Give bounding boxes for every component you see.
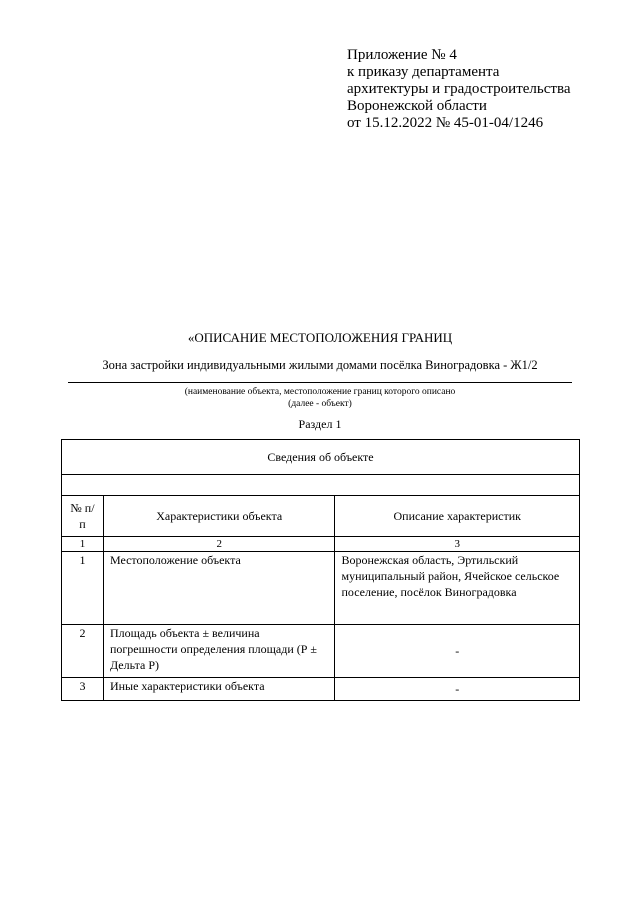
column-header-num: № п/п <box>62 496 104 537</box>
table-heading: Сведения об объекте <box>62 440 580 475</box>
row-description: - <box>335 678 580 701</box>
appendix-line: Воронежской области <box>347 98 487 114</box>
appendix-line: к приказу департамента <box>347 64 500 80</box>
object-info-table <box>61 439 580 701</box>
section-label: Раздел 1 <box>298 417 342 431</box>
appendix-line: от 15.12.2022 № 45-01-04/1246 <box>347 115 544 131</box>
table-row <box>62 552 580 625</box>
row-characteristic: Иные характеристики объекта <box>103 678 335 701</box>
table-column-index-row <box>62 537 580 552</box>
object-caption-line1: (наименование объекта, местоположение границ которого описано <box>184 387 456 397</box>
row-characteristic: Площадь объекта ± величина погрешности определения площади (Р ± Дельта Р) <box>103 625 335 678</box>
object-name: Зона застройки индивидуальными жилыми домами посёлка Виноградовка - Ж1/2 <box>102 358 538 372</box>
appendix-line: архитектуры и градостроительства <box>347 81 571 97</box>
column-index: 3 <box>335 537 580 552</box>
object-name-underline <box>68 382 572 383</box>
row-characteristic: Местоположение объекта <box>103 552 335 625</box>
table-heading-row <box>62 440 580 475</box>
document-title: «ОПИСАНИЕ МЕСТОПОЛОЖЕНИЯ ГРАНИЦ <box>187 330 453 345</box>
row-description: Воронежская область, Эртильский муниципальный район, Ячейское сельское поселение, посёлок Виноградовка <box>335 552 580 625</box>
table-empty-cell <box>62 475 580 496</box>
column-index: 2 <box>103 537 335 552</box>
column-header-characteristic: Характеристики объекта <box>103 496 335 537</box>
table-column-header-row <box>62 496 580 537</box>
table-row <box>62 625 580 678</box>
appendix-line: Приложение № 4 <box>347 47 457 63</box>
row-num: 3 <box>62 678 104 701</box>
row-num: 1 <box>62 552 104 625</box>
row-num: 2 <box>62 625 104 678</box>
row-description: - <box>335 625 580 678</box>
object-caption-line2: (далее - объект) <box>288 399 352 409</box>
column-header-description: Описание характеристик <box>335 496 580 537</box>
appendix-header <box>347 47 570 132</box>
table-empty-row <box>62 475 580 496</box>
column-index: 1 <box>62 537 104 552</box>
table-row <box>62 678 580 701</box>
